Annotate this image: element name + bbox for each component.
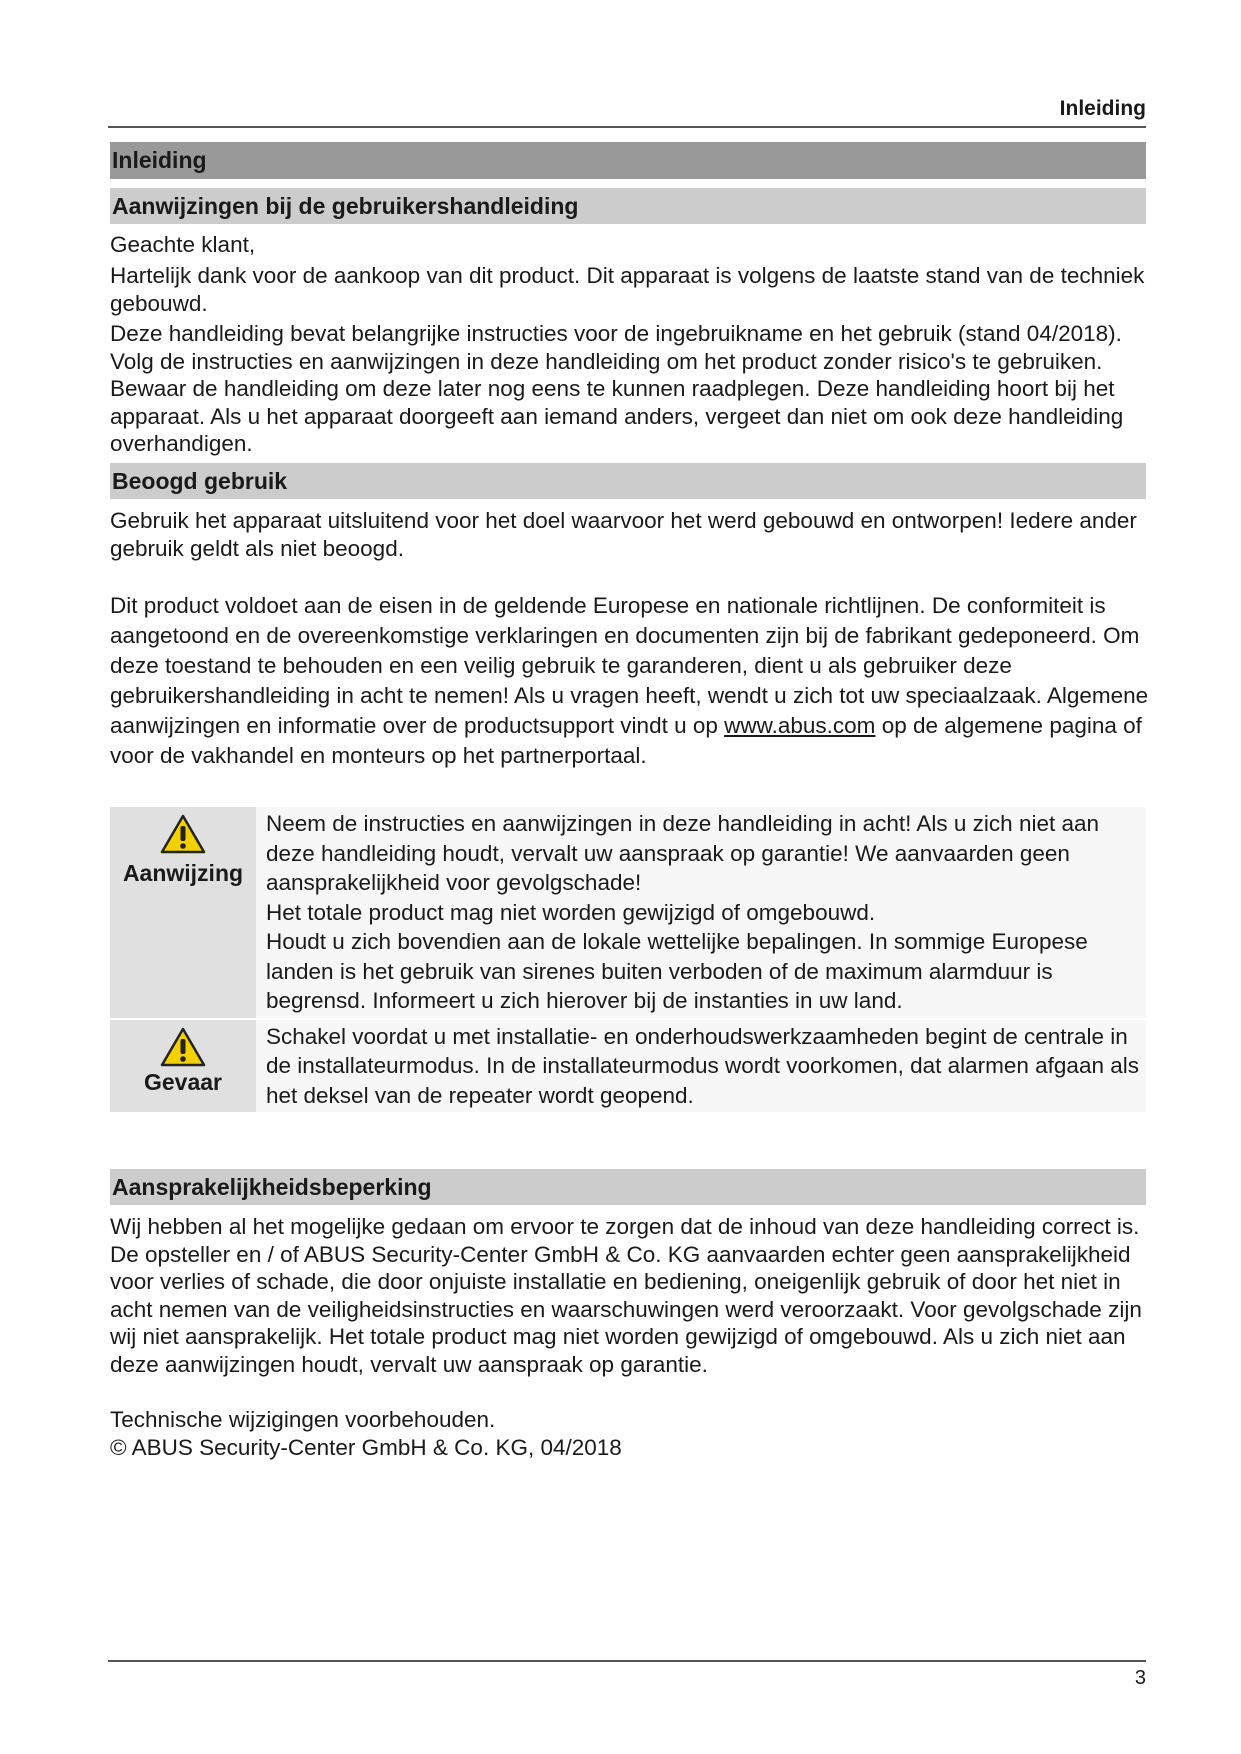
note-row-aanwijzing [110, 807, 1146, 1020]
intended-use-paragraph: Gebruik het apparaat uitsluitend voor het doel waarvoor het werd gebouwd en ontworpen! Iedere ander gebruik geldt als niet beoogd. [110, 508, 1137, 561]
note-line: Schakel voordat u met installatie- en onderhoudswerkzaamheden begint de centrale in de installateurmodus. In de installateurmodus wordt voorkomen, dat alarmen afgaan als het deksel van de repeater wordt geopend. [266, 1023, 1139, 1108]
running-header: Inleiding [108, 96, 1146, 128]
handbook-paragraph: Deze handleiding bevat belangrijke instructies voor de ingebruikname en het gebruik (stand 04/2018). Volg de instructies en aanwijzingen in deze handleiding om het product zonder risico's te gebruiken. Bewaar de handleiding om deze later nog eens te kunnen raadplegen. Deze handleiding hoort bij het apparaat. Als u het apparaat doorgeeft aan iemand anders, vergeet dan niet om ook deze handleiding overhandigen. [110, 321, 1124, 456]
note-label-cell [110, 1020, 256, 1113]
abus-website-link[interactable]: www.abus.com [724, 713, 876, 738]
copyright-line: © ABUS Security-Center GmbH & Co. KG, 04/2018 [110, 1435, 622, 1460]
note-line: Houdt u zich bovendien aan de lokale wettelijke bepalingen. In sommige Europese landen is het gebruik van sirenes buiten verboden of de maximum alarmduur is begrensd. Informeert u zich hierover bij de instanties in uw land. [266, 929, 1088, 1013]
note-label-cell [110, 807, 256, 1020]
page-number: 3 [1134, 1667, 1146, 1689]
section-heading-aansprakelijkheid: Aansprakelijkheidsbeperking [110, 1169, 1146, 1205]
note-line: Neem de instructies en aanwijzingen in deze handleiding in acht! Als u zich niet aan deze handleiding houdt, vervalt uw aanspraak op garantie! We aanvaarden geen aansprakelijkheid voor gevolgschade! [266, 811, 1100, 895]
warning-triangle-icon [160, 814, 206, 854]
technical-changes-note: Technische wijzigingen voorbehouden. [110, 1407, 496, 1432]
conformity-text-start: Dit product voldoet aan de eisen in de geldende Europese en nationale richtlijnen. De conformiteit is aangetoond en de overeenkomstige verklaringen en documenten zijn bij de fabrikant gedeponeerd. Om deze toestand te behouden en een veilig gebruik te garanderen, dient u als gebruiker deze gebruikershandleiding in acht te nemen! Als u vragen heeft, wendt u zich tot uw speciaalzaak. Algemene aanwijzingen en informatie over de productsupport vindt u op [110, 593, 1149, 738]
section-heading-beoogd-gebruik: Beoogd gebruik [110, 463, 1146, 499]
note-line: Het totale product mag niet worden gewijzigd of omgebouwd. [266, 899, 876, 925]
salutation: Geachte klant, [110, 232, 256, 257]
conformity-text-end: op de algemene pagina of voor de vakhandel en monteurs op het partnerportaal. [110, 713, 1142, 768]
note-text-gevaar [256, 1020, 1146, 1113]
footer-divider [108, 1660, 1146, 1662]
note-text-aanwijzing [256, 807, 1146, 1020]
warning-triangle-icon [160, 1027, 206, 1067]
chapter-title: Inleiding [110, 142, 1146, 179]
note-label-gevaar: Gevaar [143, 1068, 222, 1095]
conformity-paragraph [110, 591, 1150, 771]
notes-table [110, 807, 1146, 1112]
note-label-aanwijzing: Aanwijzing [122, 860, 244, 886]
note-row-gevaar [110, 1020, 1146, 1113]
intro-paragraph: Hartelijk dank voor de aankoop van dit product. Dit apparaat is volgens de laatste stand van de techniek gebouwd. [110, 263, 1145, 316]
section-heading-aanwijzingen: Aanwijzingen bij de gebruikershandleiding [110, 188, 1146, 224]
liability-paragraph: Wij hebben al het mogelijke gedaan om ervoor te zorgen dat de inhoud van deze handleiding correct is. De opsteller en / of ABUS Security-Center GmbH & Co. KG aanvaarden echter geen aansprakelijkheid voor verlies of schade, die door onjuiste installatie en bediening, oneigenlijk gebruik of door het niet in acht nemen van de veiligheidsinstructies en waarschuwingen werd veroorzaakt. Voor gevolgschade zijn wij niet aansprakelijk. Het totale product mag niet worden gewijzigd of omgebouwd. Als u zich niet aan deze aanwijzingen houdt, vervalt uw aanspraak op garantie. [110, 1214, 1142, 1377]
